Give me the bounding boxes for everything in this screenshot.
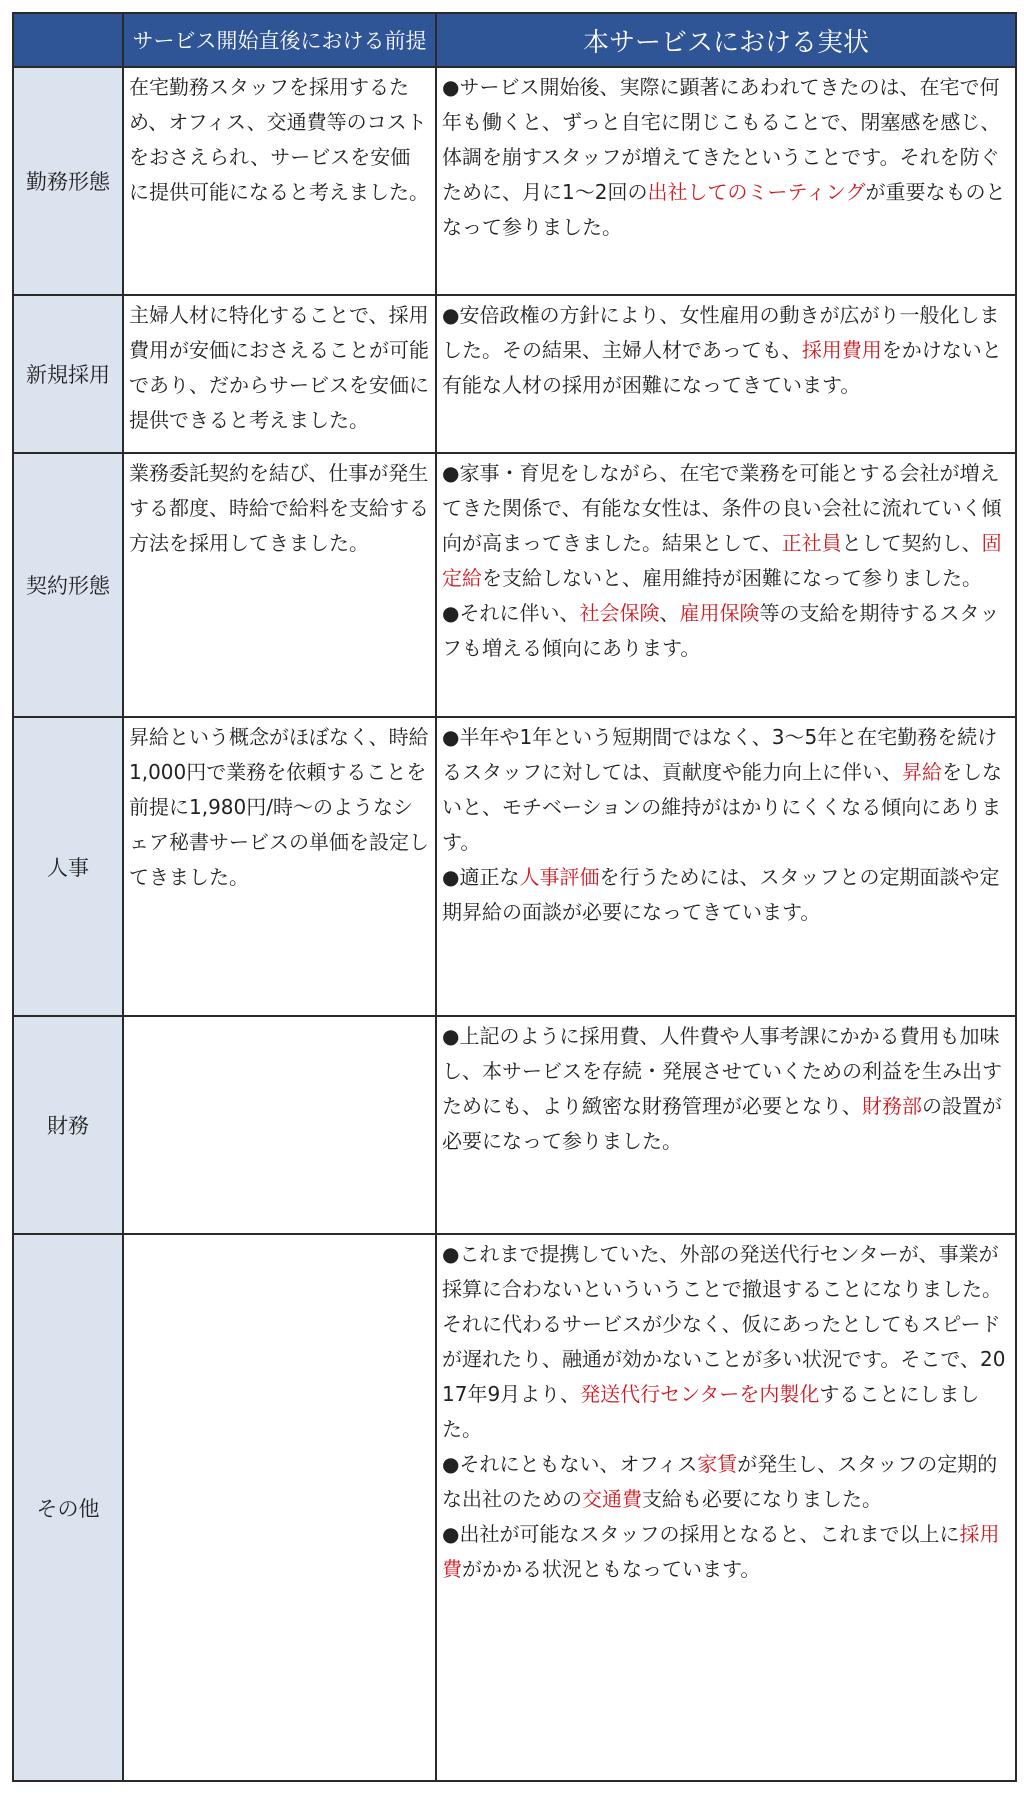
actual-paragraph: [442, 1517, 1010, 1587]
table-row: [13, 1234, 1016, 1781]
row-category: 財務: [13, 1016, 123, 1234]
body-text: ●家事・育児をしながら、在宅で業務を可能とする会社が増えてきた関係で、有能な女性は、条件の良い会社に流れていく傾向が高まってきました。結果として、: [442, 461, 1002, 555]
highlight-text: 社会保険: [579, 601, 660, 625]
body-text: ●これまで提携していた、外部の発送代行センターが、事業が採算に合わないといういうことで撤退することになりました。それに代わるサービスが少なく、仮にあったとしてもスピードが遅れたり、融通が効かないことが多い状況です。そこで、2017年9月より、: [442, 1242, 1006, 1406]
actual-paragraph: [442, 298, 1010, 403]
actual-paragraph: [442, 1447, 1010, 1517]
highlight-text: 固定給: [442, 531, 1002, 590]
body-text: ●上記のように採用費、人件費や人事考課にかかる費用も加味し、本サービスを存続・発展させていくための利益を生み出すためにも、より緻密な財務管理が必要となり、: [442, 1024, 1002, 1118]
highlight-text: 採用費用: [801, 338, 882, 362]
body-text: ●半年や1年という短期間ではなく、3〜5年と在宅勤務を続けるスタッフに対しては、貢献度や能力向上に伴い、: [442, 725, 998, 784]
row-actual: [436, 67, 1016, 295]
highlight-text: 人事評価: [519, 865, 600, 889]
highlight-text: 発送代行センターを内製化: [580, 1382, 820, 1406]
highlight-text: 採用費: [442, 1522, 1000, 1581]
table-row: [13, 67, 1016, 295]
body-text: として契約し、: [841, 531, 982, 555]
actual-paragraph: [442, 1019, 1010, 1159]
highlight-text: 家賃: [697, 1452, 738, 1476]
body-text: ●適正な: [442, 865, 520, 889]
body-text: をしないと、モチベーションの維持がはかりにくくなる傾向にあります。: [442, 760, 1002, 854]
body-text: が重要なものとなって参りました。: [442, 180, 1006, 239]
header-premise: サービス開始直後における前提: [123, 13, 436, 67]
comparison-table: [12, 12, 1017, 1782]
body-text: 等の支給を期待するスタッフも増える傾向にあります。: [442, 601, 1000, 660]
row-category: その他: [13, 1234, 123, 1781]
row-actual: [436, 1016, 1016, 1234]
table-row: [13, 295, 1016, 453]
row-actual: [436, 717, 1016, 1016]
actual-paragraph: [442, 860, 1010, 930]
body-text: を支給しないと、雇用維持が困難になって参りました。: [482, 566, 982, 590]
row-premise: 主婦人材に特化することで、採用費用が安価におさえることが可能であり、だからサービスを安価に提供できると考えました。: [123, 295, 436, 453]
body-text: がかかる状況ともなっています。: [462, 1557, 761, 1581]
row-category: 人事: [13, 717, 123, 1016]
row-category: 勤務形態: [13, 67, 123, 295]
actual-paragraph: [442, 70, 1010, 245]
body-text: をかけないと有能な人材の採用が困難になってきています。: [442, 338, 1002, 397]
body-text: することにしました。: [442, 1382, 980, 1441]
row-actual: [436, 295, 1016, 453]
highlight-text: 昇給: [902, 760, 942, 784]
row-actual: [436, 1234, 1016, 1781]
actual-paragraph: [442, 720, 1010, 860]
header-actual: 本サービスにおける実状: [436, 13, 1016, 67]
actual-paragraph: [442, 596, 1010, 666]
actual-paragraph: [442, 456, 1010, 596]
body-text: を行うためには、スタッフとの定期面談や定期昇給の面談が必要になってきています。: [442, 865, 1000, 924]
row-category: 新規採用: [13, 295, 123, 453]
highlight-text: 正社員: [781, 531, 842, 555]
actual-paragraph: [442, 1237, 1010, 1447]
highlight-text: 財務部: [862, 1094, 922, 1118]
row-premise: 業務委託契約を結び、仕事が発生する都度、時給で給料を支給する方法を採用してきました。: [123, 453, 436, 717]
body-text: ●それにともない、オフィス: [442, 1452, 698, 1476]
body-text: ●それに伴い、: [442, 601, 580, 625]
highlight-text: 雇用保険: [679, 601, 760, 625]
body-text: ●安倍政権の方針により、女性雇用の動きが広がり一般化しました。その結果、主婦人材であっても、: [442, 303, 1000, 362]
row-category: 契約形態: [13, 453, 123, 717]
row-premise: [123, 1016, 436, 1234]
body-text: ●出社が可能なスタッフの採用となると、これまで以上に: [442, 1522, 960, 1546]
body-text: が発生し、スタッフの定期的な出社のための: [442, 1452, 998, 1511]
row-premise: 昇給という概念がほぼなく、時給1,000円で業務を依頼することを前提に1,980円/時〜のようなシェア秘書サービスの単価を設定してきました。: [123, 717, 436, 1016]
body-text: 、: [659, 601, 680, 625]
highlight-text: 交通費: [582, 1487, 642, 1511]
body-text: 支給も必要になりました。: [642, 1487, 882, 1511]
table-row: [13, 453, 1016, 717]
row-premise: [123, 1234, 436, 1781]
body-text: の設置が必要になって参りました。: [442, 1094, 1002, 1153]
header-row: [13, 13, 1016, 67]
table-row: [13, 1016, 1016, 1234]
table-row: [13, 717, 1016, 1016]
row-premise: 在宅勤務スタッフを採用するため、オフィス、交通費等のコストをおさえられ、サービスを安価に提供可能になると考えました。: [123, 67, 436, 295]
highlight-text: 出社してのミーティング: [647, 180, 866, 204]
body-text: ●サービス開始後、実際に顕著にあわれてきたのは、在宅で何年も働くと、ずっと自宅に閉じこもることで、閉塞感を感じ、体調を崩すスタッフが増えてきたということです。それを防ぐために、月に1〜2回の: [442, 75, 1001, 204]
header-corner: [13, 13, 123, 67]
row-actual: [436, 453, 1016, 717]
